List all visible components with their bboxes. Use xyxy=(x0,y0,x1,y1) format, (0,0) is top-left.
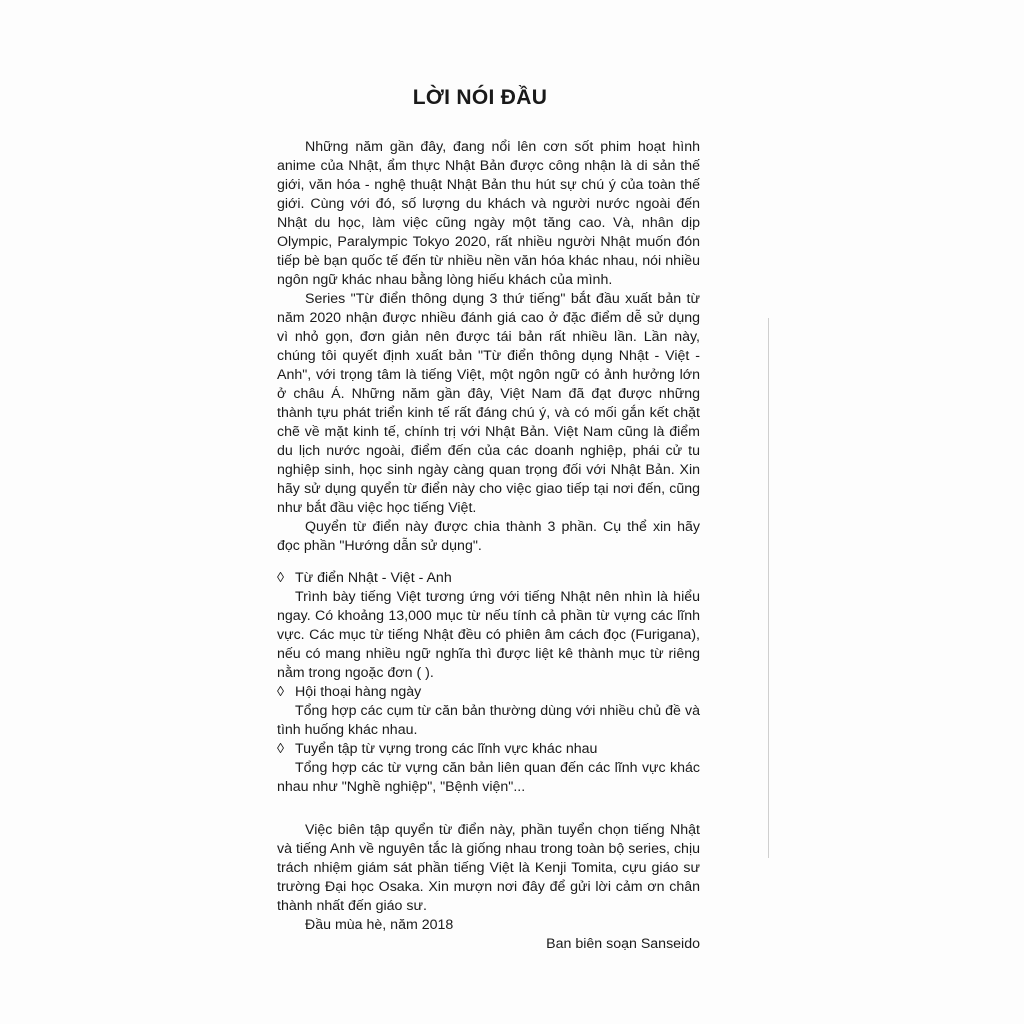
section-conversation xyxy=(277,683,700,740)
signature-author: Ban biên soạn Sanseido xyxy=(546,936,700,952)
diamond-bullet-icon: ◊ xyxy=(277,741,285,757)
intro-paragraph-1: Những năm gần đây, đang nổi lên cơn sốt phim hoạt hình anime của Nhật, ẩm thực Nhật Bản được công nhận là di sản thế giới, văn hóa - nghệ thuật Nhật Bản thu hút sự chú ý của toàn thế giới. Cùng với đó, số lượng du khách và người nước ngoài đến Nhật du học, làm việc cũng ngày một tăng cao. Và, nhân dịp Olympic, Paralympic Tokyo 2020, rất nhiều người Nhật muốn đón tiếp bè bạn quốc tế đến từ nhiều nền văn hóa khác nhau, nói nhiều ngôn ngữ khác nhau bằng lòng hiếu khách của mình. xyxy=(277,139,700,288)
scan-edge-line xyxy=(768,318,769,858)
section-description: Tổng hợp các từ vựng căn bản liên quan đến các lĩnh vực khác nhau như "Nghề nghiệp", "Bệnh viện"... xyxy=(277,760,700,795)
section-dictionary xyxy=(277,569,700,683)
intro-paragraph-3: Quyển từ điển này được chia thành 3 phần. Cụ thể xin hãy đọc phần "Hướng dẫn sử dụng". xyxy=(277,519,700,554)
page-title: LỜI NÓI ĐẦU xyxy=(412,86,548,109)
spacer xyxy=(277,556,700,569)
intro-paragraph-2: Series "Từ điển thông dụng 3 thứ tiếng" bắt đầu xuất bản từ năm 2020 nhận được nhiều đánh giá cao ở đặc điểm dễ sử dụng vì nhỏ gọn, đơn giản nên được tái bản rất nhiều lần. Lần này, chúng tôi quyết định xuất bản "Từ điển thông dụng Nhật - Việt - Anh", với trọng tâm là tiếng Việt, một ngôn ngữ có ảnh hưởng lớn ở châu Á. Những năm gần đây, Việt Nam đã đạt được những thành tựu phát triển kinh tế rất đáng chú ý, và có mối gắn kết chặt chẽ về mặt kinh tế, chính trị với Nhật Bản. Việt Nam cũng là điểm du lịch nước ngoài, điểm đến của các doanh nghiệp, phái cử tu nghiệp sinh, học sinh ngày càng quan trọng đối với Nhật Bản. Xin hãy sử dụng quyển từ điển này cho việc giao tiếp tại nơi đến, cũng như bắt đầu việc học tiếng Việt. xyxy=(277,291,700,516)
section-heading: Từ điển Nhật - Việt - Anh xyxy=(295,570,452,586)
section-vocabulary xyxy=(277,740,700,797)
section-heading: Hội thoại hàng ngày xyxy=(295,684,422,700)
section-description: Trình bày tiếng Việt tương ứng với tiếng Nhật nên nhìn là hiểu ngay. Có khoảng 13,000 mục từ nếu tính cả phần từ vựng các lĩnh vực. Các mục từ tiếng Nhật đều có phiên âm cách đọc (Furigana), nếu có mang nhiều ngữ nghĩa thì được liệt kê thành mục từ riêng nằm trong ngoặc đơn ( ). xyxy=(277,589,700,681)
diamond-bullet-icon: ◊ xyxy=(277,684,285,700)
document-body xyxy=(277,138,700,954)
closing-paragraph: Việc biên tập quyển từ điển này, phần tuyển chọn tiếng Nhật và tiếng Anh về nguyên tắc là giống nhau trong toàn bộ series, chịu trách nhiệm giám sát phần tiếng Việt là Kenji Tomita, cựu giáo sư trường Đại học Osaka. Xin mượn nơi đây để gửi lời cảm ơn chân thành nhất đến giáo sư. xyxy=(277,822,700,914)
section-description: Tổng hợp các cụm từ căn bản thường dùng với nhiều chủ đề và tình huống khác nhau. xyxy=(277,703,700,738)
section-heading: Tuyển tập từ vựng trong các lĩnh vực khác nhau xyxy=(295,741,598,757)
signature-date: Đầu mùa hè, năm 2018 xyxy=(305,917,454,933)
spacer xyxy=(277,797,700,821)
diamond-bullet-icon: ◊ xyxy=(277,570,285,586)
